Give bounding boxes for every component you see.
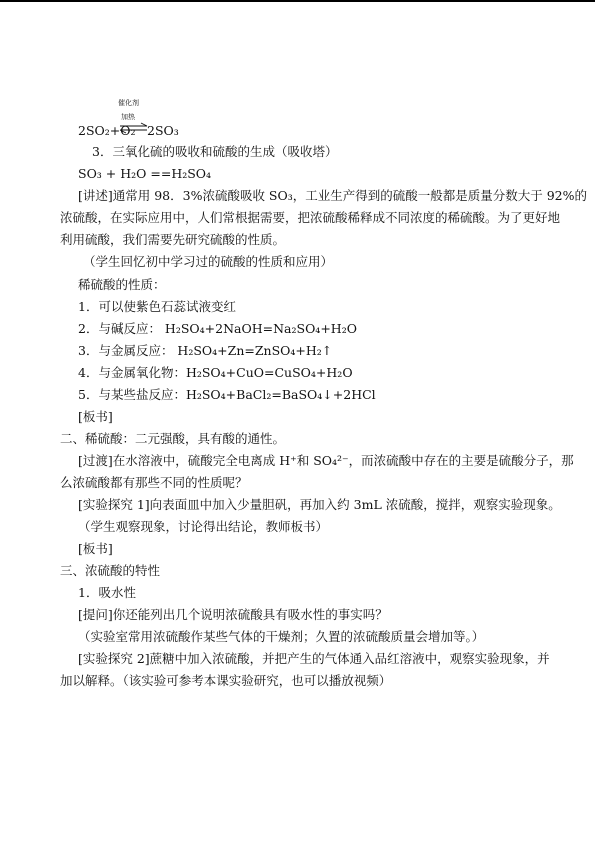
question-line: [提问]你还能列出几个说明浓硫酸具有吸水性的事实吗？ <box>78 607 388 622</box>
catalyst-label: 催化剂 <box>118 99 139 107</box>
paragraph-line: 浓硫酸，在实际应用中，人们常根据需要，把浓硫酸稀释成不同浓度的稀硫酸。为了更好地 <box>60 210 561 225</box>
paragraph-line: 么浓硫酸都有那些不同的性质呢？ <box>60 475 248 490</box>
board-note: [板书] <box>78 409 113 424</box>
board-note: [板书] <box>78 541 113 556</box>
page-top-rule <box>0 0 595 2</box>
equation-reactants: 2SO₂+O₂ <box>78 123 136 138</box>
answer-note: （实验室常用浓硫酸作某些气体的干燥剂；久置的浓硫酸质量会增加等。） <box>78 629 485 644</box>
subheading-dilute-properties: 稀硫酸的性质： <box>78 277 166 292</box>
list-item: 5．与某些盐反应：H₂SO₄+BaCl₂=BaSO₄↓+2HCl <box>78 387 376 402</box>
paragraph-line: [讲述]通常用 98．3%浓硫酸吸收 SO₃，工业生产得到的硫酸一般都是质量分数大于 92%的 <box>78 188 588 203</box>
list-item: 4．与金属氧化物：H₂SO₄+CuO=CuSO₄+H₂O <box>78 365 353 380</box>
experiment-1: [实验探究 1]向表面皿中加入少量胆矾，再加入约 3mL 浓硫酸，搅拌，观察实验现象。 <box>78 497 561 512</box>
equation-products: 2SO₃ <box>147 123 179 138</box>
section-heading-concentrated: 三、浓硫酸的特性 <box>60 563 161 578</box>
list-item: 1．可以使紫色石蕊试液变红 <box>78 299 236 314</box>
experiment-2: [实验探究 2]蔗糖中加入浓硫酸，并把产生的气体通入品红溶液中，观察实验现象，并 <box>78 651 550 666</box>
student-note: （学生观察现象，讨论得出结论，教师板书） <box>78 519 329 534</box>
paragraph-line: 利用硫酸，我们需要先研究硫酸的性质。 <box>60 232 286 247</box>
list-item: 2．与碱反应： H₂SO₄+2NaOH=Na₂SO₄+H₂O <box>78 321 357 336</box>
section-heading-dilute-acid: 二、稀硫酸：二元强酸，具有酸的通性。 <box>60 431 286 446</box>
paragraph-line: [过渡]在水溶液中，硫酸完全电离成 H⁺和 SO₄²⁻，而浓硫酸中存在的主要是硫酸分子，那 <box>78 453 574 468</box>
equation-so3-water: SO₃ + H₂O ==H₂SO₄ <box>78 166 212 181</box>
subheading-water-absorption: 1．吸水性 <box>78 585 136 600</box>
heating-label: 加热 <box>121 113 135 121</box>
student-note: （学生回忆初中学习过的硫酸的性质和应用） <box>83 254 334 269</box>
list-item: 3．与金属反应： H₂SO₄+Zn=ZnSO₄+H₂↑ <box>78 343 333 358</box>
reversible-arrow-icon <box>119 122 149 134</box>
paragraph-line: 加以解释。（该实验可参考本课实验研究，也可以播放视频） <box>60 673 392 688</box>
section-heading-absorption: 3．三氧化硫的吸收和硫酸的生成（吸收塔） <box>92 144 338 159</box>
